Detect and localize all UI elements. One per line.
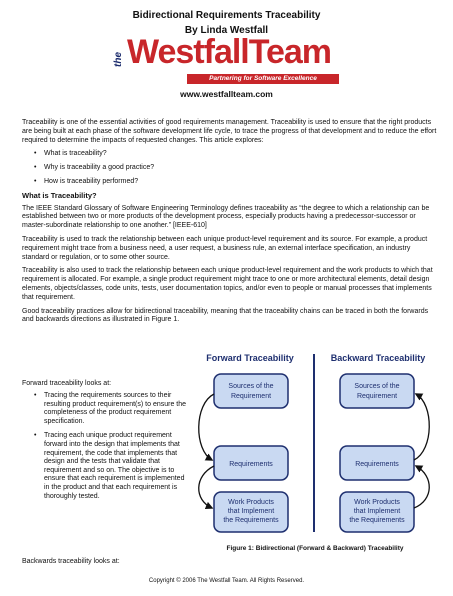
bwd-work-label-3: the Requirements: [349, 517, 405, 524]
intro-paragraph: Traceability is one of the essential activities of good requirements management. Traceability is used to ensure that the right products are being built at each phase of the software development life cycle, to trace the progress of that development and to reduce the effort required to determine the impacts of requested changes. This article explores:: [22, 119, 437, 144]
fwd-requirements-label: Requirements: [229, 461, 273, 468]
fwd-arrow-1: [199, 394, 214, 460]
fwd-work-label-2: that Implement: [227, 508, 275, 515]
bwd-work-label-2: that Implement: [353, 508, 401, 515]
westfallteam-logo: [113, 33, 343, 84]
backward-traceability-title: Backward Traceability: [330, 353, 426, 363]
paragraph-bidirectional: Good traceability practices allow for bidirectional traceability, meaning that the traceability chains can be traced in both the forwards and backwards directions as illustrated in Figure 1.: [22, 307, 429, 324]
author-line: By Linda Westfall: [184, 25, 269, 36]
fwd-work-label-1: Work Products: [228, 499, 274, 506]
backward-traceability-label: Backwards traceability looks at:: [22, 558, 120, 565]
list-item: • Tracing each unique product requirement forward into the design that implements that requirement, the code that implements that design and the tests that validate that requirement and so on. The objective is to ensure that each requirement is implemented in the product and that each requirement is thoroughly tested.: [22, 432, 190, 501]
bwd-sources-label-2: Requirement: [356, 393, 398, 400]
fwd-work-label-3: the Requirements: [223, 517, 279, 524]
logo-tagline: Partnering for Software Excellence: [187, 74, 339, 84]
figure-caption: Figure 1: Bidirectional (Forward & Backward) Traceability: [226, 545, 404, 552]
paragraph-definition: The IEEE Standard Glossary of Software Engineering Terminology defines traceability as “the degree to which a relationship can be established between two or more products of the development process, especially products having a predecessor-successor or master-subordinate relationship to one another.” [IEEE-610]: [22, 204, 430, 230]
traceability-figure: [190, 350, 440, 560]
intro-bullet-list: [22, 150, 437, 186]
section-heading: What is Traceability?: [22, 190, 97, 200]
list-item: • Tracing the requirements sources to their resulting product requirement(s) to ensure the completeness of the product requirement specification.: [22, 392, 190, 426]
paragraph-work-products: Traceability is also used to track the relationship between each unique product-level requirement and the work products to which that requirement is allocated. For example, a single product requirement might trace to one or more architectural elements, detail design elements, objects/classes, code units, tests, user documentation topics, and/or even to people or manual processes that implements that requirement.: [22, 267, 433, 301]
copyright-footer: Copyright © 2006 The Westfall Team. All Rights Reserved.: [148, 578, 305, 584]
bwd-arrow-1: [414, 466, 429, 508]
logo-name: WestfallTeam: [127, 33, 332, 71]
bwd-requirements-label: Requirements: [355, 461, 399, 468]
article-body: [22, 119, 437, 330]
forward-traceability-title: Forward Traceability: [206, 353, 294, 363]
fwd-arrow-2: [199, 466, 214, 508]
bwd-arrow-2: [414, 394, 429, 460]
logo-the: the: [113, 52, 124, 68]
list-item: • How is traceability performed?: [22, 178, 437, 187]
fwd-sources-label-2: Requirement: [230, 393, 272, 400]
bwd-sources-box: [340, 374, 414, 408]
fwd-sources-box: [214, 374, 288, 408]
website-url: www.westfallteam.com: [180, 89, 273, 99]
fwd-sources-label-1: Sources of the: [228, 383, 274, 390]
forward-traceability-label: Forward traceability looks at:: [22, 380, 112, 387]
list-item: • What is traceability?: [22, 150, 437, 159]
bwd-sources-label-1: Sources of the: [354, 383, 400, 390]
paragraph-source: Traceability is used to track the relationship between each unique product-level requirement and its source. For example, a product requirement might trace from a business need, a user request, a business rule, an external interface specification, an industry standard or regulation, or to some other source.: [22, 235, 428, 261]
bwd-work-label-1: Work Products: [354, 499, 400, 506]
list-item: • Why is traceability a good practice?: [22, 164, 437, 173]
document-title: Bidirectional Requirements Traceability: [132, 10, 321, 21]
forward-bullet-list: [22, 392, 190, 507]
